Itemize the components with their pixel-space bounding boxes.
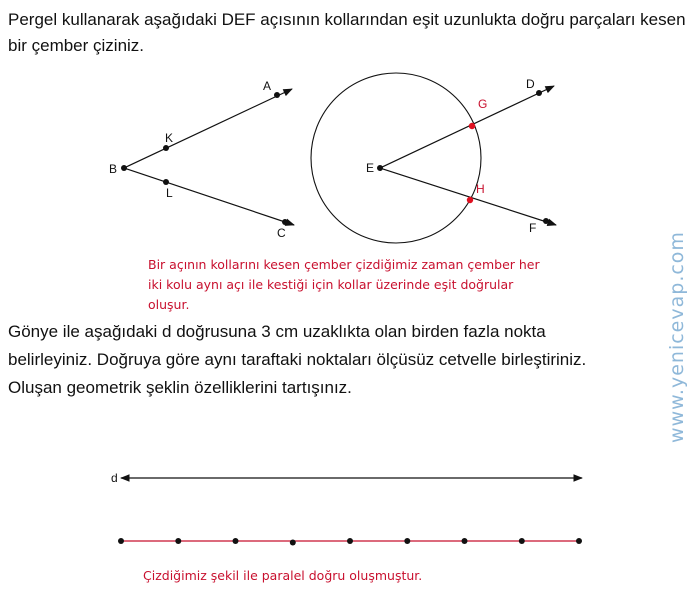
watermark-text: www.yenicevap.com <box>666 231 688 443</box>
point-b <box>121 165 127 171</box>
label-d: D <box>526 77 535 91</box>
ray-ed <box>380 86 554 168</box>
label-f: F <box>529 221 537 235</box>
label-c: C <box>277 226 286 240</box>
ray-ef <box>380 168 556 225</box>
question-1-text: Pergel kullanarak aşağıdaki DEF açısının kollarından eşit uzunlukta doğru parçaları kesen bir çember çiziniz. <box>8 10 686 55</box>
line-d-figure <box>111 471 582 485</box>
parallel-dot <box>118 538 124 544</box>
parallel-dot <box>519 538 525 544</box>
label-g: G <box>478 97 488 111</box>
label-h: H <box>476 182 485 196</box>
question-2-text: Gönye ile aşağıdaki d doğrusuna 3 cm uzaklıkta olan birden fazla nokta belirleyiniz. Doğruya göre aynı taraftaki noktaları ölçüsüz cetvelle birleştiriniz. Oluşan geometrik şeklin özelliklerini tartışınız. <box>8 322 587 397</box>
point-a <box>274 92 280 98</box>
point-e <box>377 165 383 171</box>
parallel-dot <box>347 538 353 544</box>
parallel-dot <box>175 538 181 544</box>
point-l <box>163 179 169 185</box>
parallel-line-figure <box>118 538 582 546</box>
parallel-dot <box>404 538 410 544</box>
point-c <box>282 219 288 225</box>
label-b: B <box>109 162 118 176</box>
point-k <box>163 145 169 151</box>
parallel-dot <box>576 538 582 544</box>
point-f <box>543 218 549 224</box>
label-e: E <box>366 161 375 175</box>
answer-1-text: Bir açının kollarını kesen çember çizdiğimiz zaman çember her iki kolu aynı açı ile kestiği için kollar üzerinde eşit doğrular oluşur. <box>148 257 540 312</box>
point-h <box>467 197 473 203</box>
parallel-dot <box>290 540 296 546</box>
ray-bc <box>124 168 294 225</box>
parallel-dot <box>233 538 239 544</box>
ray-ba <box>124 89 292 168</box>
point-g <box>469 123 475 129</box>
answer-2-text: Çizdiğimiz şekil ile paralel doğru oluşmuştur. <box>143 568 423 583</box>
point-d <box>536 90 542 96</box>
label-a: A <box>263 79 272 93</box>
parallel-dot <box>462 538 468 544</box>
angle-e-figure <box>311 73 556 243</box>
angle-b-figure <box>109 79 294 240</box>
label-d-line: d <box>111 471 118 485</box>
label-l: L <box>166 186 173 200</box>
compass-circle <box>311 73 481 243</box>
watermark <box>662 212 692 462</box>
label-k: K <box>165 131 174 145</box>
